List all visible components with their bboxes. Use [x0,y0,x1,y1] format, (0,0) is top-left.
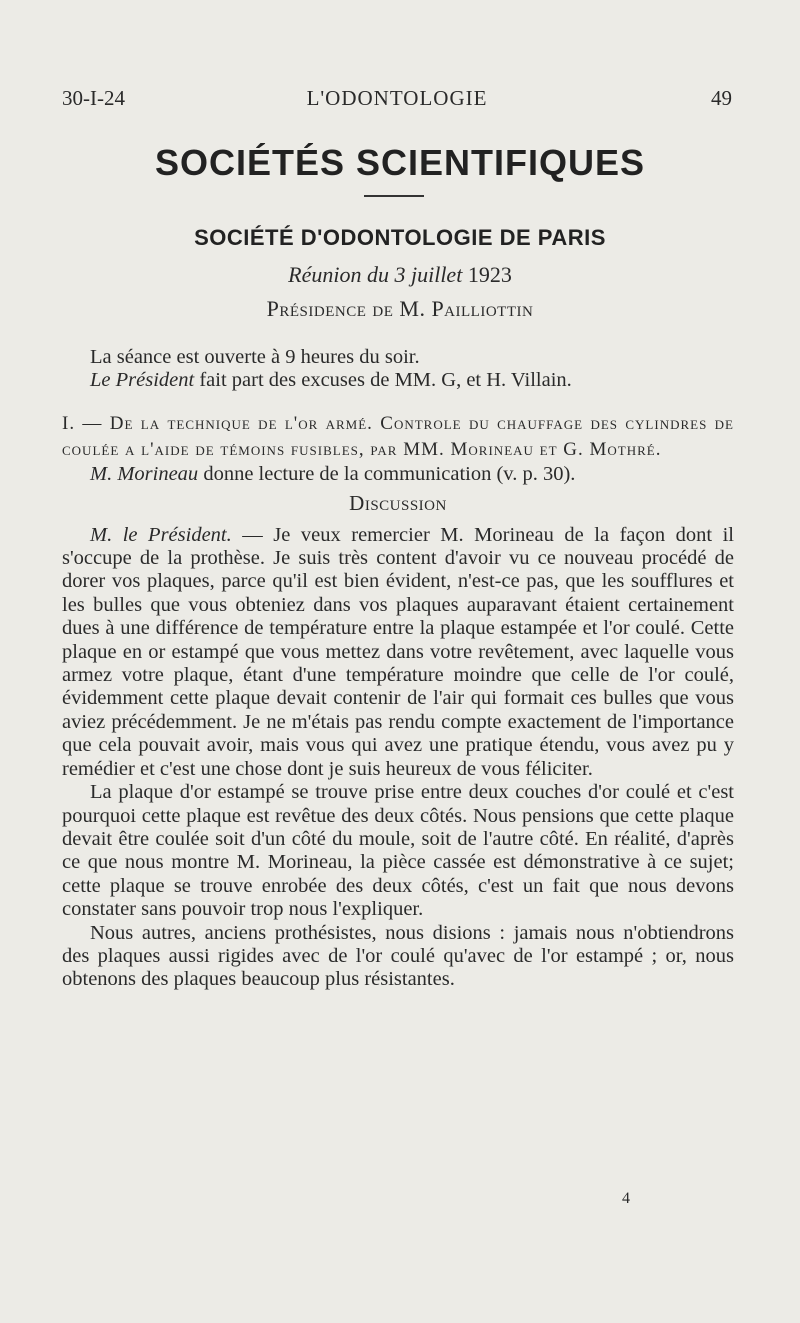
running-header [62,86,732,116]
meeting-date [0,262,800,288]
signature-mark: 4 [622,1190,630,1207]
discussion-paragraph-3: Nous autres, anciens prothésistes, nous disions : jamais nous n'obtiendrons des plaques aussi rigides avec de l'or coulé qu'avec de l'or estampé ; or, nous obtenons des plaques beaucoup plus résistantes. [62,921,734,991]
issue-date: 30-I-24 [62,86,125,110]
reading-line [62,463,734,486]
section-title: SOCIÉTÉS SCIENTIFIQUES [154,142,646,183]
meeting-label: Réunion du 3 juillet [288,262,463,287]
presidency-line: Présidence de M. Pailliottin [266,296,534,321]
article-body [62,346,734,992]
reading-text: donne lecture de la communication (v. p. 30). [198,462,576,485]
discussion-paragraph-2: La plaque d'or estampé se trouve prise entre deux couches d'or coulé et c'est pourquoi cette plaque est revêtue des deux côtés. Nous pensions que cette plaque devait être coulée soit d'un côté du moule, soit de l'autre côté. En réalité, d'après ce que nous montre M. Morineau, la pièce cassée est démonstrative à ce sujet; cette plaque se trouve enrobée des deux côtés, c'est un fait que nous devons constater sans pouvoir trop nous l'expliquer. [62,781,734,921]
discussion-heading: Discussion [349,491,447,516]
excuses-line [62,369,734,392]
speaker-morineau: M. Morineau [90,462,199,485]
opening-line: La séance est ouverte à 9 heures du soir. [90,346,420,368]
meeting-year: 1923 [467,262,512,287]
title-rule [364,195,424,197]
discussion-paragraph-1 [62,524,734,781]
speaker-president: Le Président [90,369,195,392]
agenda-item-heading: I. — De la technique de l'or armé. Controle du chauffage des cylindres de coulée a l'aide de témoins fusibles, par MM. Morineau et G. Mothré. [62,412,734,460]
paragraph-1-text: — Je veux remercier M. Morineau de la façon dont il s'occupe de la prothèse. Je suis très content d'avoir vu ce nouveau procédé de dorer vos plaques, parce qu'il est bien évident, n'est-ce pas, que les soufflures et les bulles que vous obteniez dans vos plaques auparavant étaient certainement dues à une différence de température entre la plaque estampée et l'or coulé. Cette plaque en or estampé que vous mettez dans votre revêtement, avec laquelle vous armez votre plaque, étant d'une température moindre que celle de l'or coulé, évidemment cette plaque devait contenir de l'air qui formait ces bulles que vous aviez précédemment. Je ne m'étais pas rendu compte exactement de l'importance que cela pouvait avoir, mais vous qui avez une pratique étendu, vous avez pu y remédier et c'est une chose dont je suis heureux de vous féliciter. [62,523,734,780]
journal-name: L'ODONTOLOGIE [306,86,488,110]
excuses-text: fait part des excuses de MM. G, et H. Villain. [194,369,572,392]
speaker-le-president: M. le Président. [90,523,232,546]
society-name: SOCIÉTÉ D'ODONTOLOGIE DE PARIS [194,225,606,250]
page-number: 49 [711,86,732,110]
